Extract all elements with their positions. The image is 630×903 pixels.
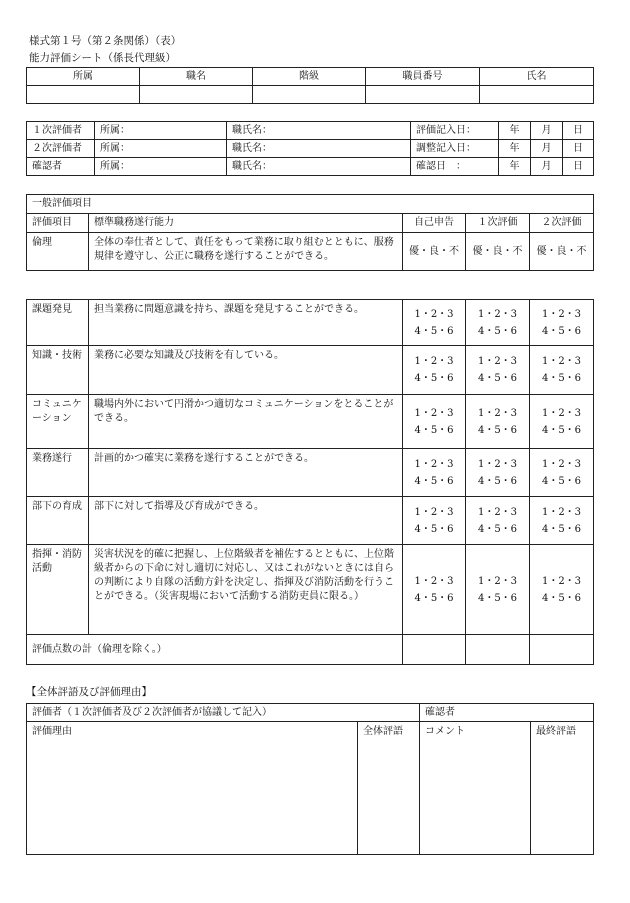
ability-row: [27, 497, 594, 545]
year-field[interactable]: 年: [499, 140, 531, 158]
header-cell-self: 自己申告: [403, 214, 466, 233]
ability-row: [27, 395, 594, 449]
evaluator-header: 評価者（１次評価者及び２次評価者が協議して記入）: [27, 704, 420, 722]
first-grade-cell[interactable]: 1・2・3 4・5・6: [466, 449, 530, 497]
self-grade-cell[interactable]: 1・2・3 4・5・6: [403, 497, 466, 545]
general-section-title: 一般評価項目: [27, 195, 594, 214]
evaluator-date-label: 評価記入日：: [411, 122, 499, 140]
overall-section-title: 【全体評語及び評価理由】: [26, 686, 152, 698]
overall-grade-label: 全体評語: [363, 726, 403, 737]
ability-name: コミュニケーション: [27, 395, 89, 449]
ability-description: 担当業務に問題意識を持ち、課題を発見することができる。: [89, 300, 403, 346]
month-field[interactable]: 月: [531, 140, 563, 158]
abilities-table: [26, 299, 594, 665]
sheet-title: 能力評価シート（係長代理級）: [29, 52, 176, 64]
ability-row: [27, 300, 594, 346]
first-grade-cell[interactable]: 1・2・3 4・5・6: [466, 346, 530, 395]
ethics-first-grade[interactable]: 優・良・不: [466, 233, 530, 271]
evaluator-dept-field[interactable]: 所属：: [95, 122, 227, 140]
month-field[interactable]: 月: [531, 122, 563, 140]
month-field[interactable]: 月: [531, 158, 563, 176]
total-row: [27, 635, 594, 665]
ability-name: 指揮・消防活動: [27, 545, 89, 635]
employee-info-table: [26, 67, 594, 104]
ethics-description: 全体の奉仕者として、責任をもって業務に取り組むとともに、服務規律を遵守し、公正に職務を遂行することができる。: [89, 233, 403, 271]
header-cell-item: 評価項目: [27, 214, 89, 233]
second-grade-cell[interactable]: 1・2・3 4・5・6: [530, 346, 594, 395]
ability-row: [27, 545, 594, 635]
ability-description: 災害状況を的確に把握し、上位階級者を補佐するとともに、上位階級者からの下命に対し適切に対応し、又はこれがないときには自らの判断により自隊の活動方針を決定し、指揮及び消防活動を行うことができる。（災害現場において活動する消防吏員に限る。）: [89, 545, 403, 635]
name-field[interactable]: [480, 86, 594, 104]
second-grade-cell[interactable]: 1・2・3 4・5・6: [530, 449, 594, 497]
header-cell-first: １次評価: [466, 214, 530, 233]
ability-name: 部下の育成: [27, 497, 89, 545]
form-number-line: 様式第１号（第２条関係）（表）: [29, 35, 182, 47]
first-grade-cell[interactable]: 1・2・3 4・5・6: [466, 545, 530, 635]
evaluator-dept-field[interactable]: 所属：: [95, 140, 227, 158]
header-cell-name: 氏名: [480, 68, 594, 86]
department-field[interactable]: [27, 86, 140, 104]
header-cell-ability: 標準職務遂行能力: [89, 214, 403, 233]
evaluator-row-second: [27, 140, 594, 158]
evaluation-reason-field[interactable]: [27, 722, 358, 855]
evaluator-row-confirmer: [27, 158, 594, 176]
self-grade-cell[interactable]: 1・2・3 4・5・6: [403, 395, 466, 449]
evaluator-name-field[interactable]: 職氏名：: [227, 158, 411, 176]
header-cell-second: ２次評価: [530, 214, 594, 233]
overall-grade-field[interactable]: [358, 722, 420, 855]
first-grade-cell[interactable]: 1・2・3 4・5・6: [466, 300, 530, 346]
evaluator-row-first: [27, 122, 594, 140]
ethics-second-grade[interactable]: 優・良・不: [530, 233, 594, 271]
evaluator-name-field[interactable]: 職氏名：: [227, 122, 411, 140]
header-cell-rank: 階級: [253, 68, 366, 86]
ability-description: 職場内外において円滑かつ適切なコミュニケーションをとることができる。: [89, 395, 403, 449]
evaluators-table: [26, 121, 594, 176]
year-field[interactable]: 年: [499, 158, 531, 176]
year-field[interactable]: 年: [499, 122, 531, 140]
second-grade-cell[interactable]: 1・2・3 4・5・6: [530, 300, 594, 346]
ethics-item-name: 倫理: [27, 233, 89, 271]
evaluator-role: ２次評価者: [27, 140, 95, 158]
final-grade-field[interactable]: [531, 722, 594, 855]
ability-name: 業務遂行: [27, 449, 89, 497]
second-grade-cell[interactable]: 1・2・3 4・5・6: [530, 497, 594, 545]
evaluator-role: １次評価者: [27, 122, 95, 140]
evaluation-reason-label: 評価理由: [32, 726, 72, 737]
self-grade-cell[interactable]: 1・2・3 4・5・6: [403, 300, 466, 346]
ability-description: 計画的かつ確実に業務を遂行することができる。: [89, 449, 403, 497]
comment-field[interactable]: [420, 722, 531, 855]
general-evaluation-table: [26, 194, 594, 271]
self-grade-cell[interactable]: 1・2・3 4・5・6: [403, 346, 466, 395]
self-grade-cell[interactable]: 1・2・3 4・5・6: [403, 449, 466, 497]
rank-field[interactable]: [253, 86, 366, 104]
header-cell-department: 所属: [27, 68, 140, 86]
self-grade-cell[interactable]: 1・2・3 4・5・6: [403, 545, 466, 635]
total-first-field[interactable]: [466, 635, 530, 665]
evaluator-role: 確認者: [27, 158, 95, 176]
ability-row: [27, 449, 594, 497]
employee-number-field[interactable]: [366, 86, 480, 104]
day-field[interactable]: 日: [563, 122, 594, 140]
day-field[interactable]: 日: [563, 158, 594, 176]
total-second-field[interactable]: [530, 635, 594, 665]
ethics-self-grade[interactable]: 優・良・不: [403, 233, 466, 271]
second-grade-cell[interactable]: 1・2・3 4・5・6: [530, 545, 594, 635]
first-grade-cell[interactable]: 1・2・3 4・5・6: [466, 497, 530, 545]
final-grade-label: 最終評語: [536, 726, 576, 737]
job-title-field[interactable]: [140, 86, 253, 104]
evaluator-date-label: 確認日 ：: [411, 158, 499, 176]
header-cell-job-title: 職名: [140, 68, 253, 86]
first-grade-cell[interactable]: 1・2・3 4・5・6: [466, 395, 530, 449]
evaluator-date-label: 調整記入日：: [411, 140, 499, 158]
comment-label: コメント: [425, 726, 465, 737]
ethics-row: [27, 233, 594, 271]
evaluator-dept-field[interactable]: 所属：: [95, 158, 227, 176]
ability-name: 課題発見: [27, 300, 89, 346]
total-self-field[interactable]: [403, 635, 466, 665]
header-cell-employee-number: 職員番号: [366, 68, 480, 86]
ability-row: [27, 346, 594, 395]
total-label: 評価点数の計（倫理を除く。）: [27, 635, 403, 665]
ability-description: 業務に必要な知識及び技術を有している。: [89, 346, 403, 395]
ability-description: 部下に対して指導及び育成ができる。: [89, 497, 403, 545]
confirmer-header: 確認者: [420, 704, 594, 722]
day-field[interactable]: 日: [563, 140, 594, 158]
second-grade-cell[interactable]: 1・2・3 4・5・6: [530, 395, 594, 449]
ability-name: 知識・技術: [27, 346, 89, 395]
evaluator-name-field[interactable]: 職氏名：: [227, 140, 411, 158]
overall-evaluation-table: [26, 703, 594, 855]
